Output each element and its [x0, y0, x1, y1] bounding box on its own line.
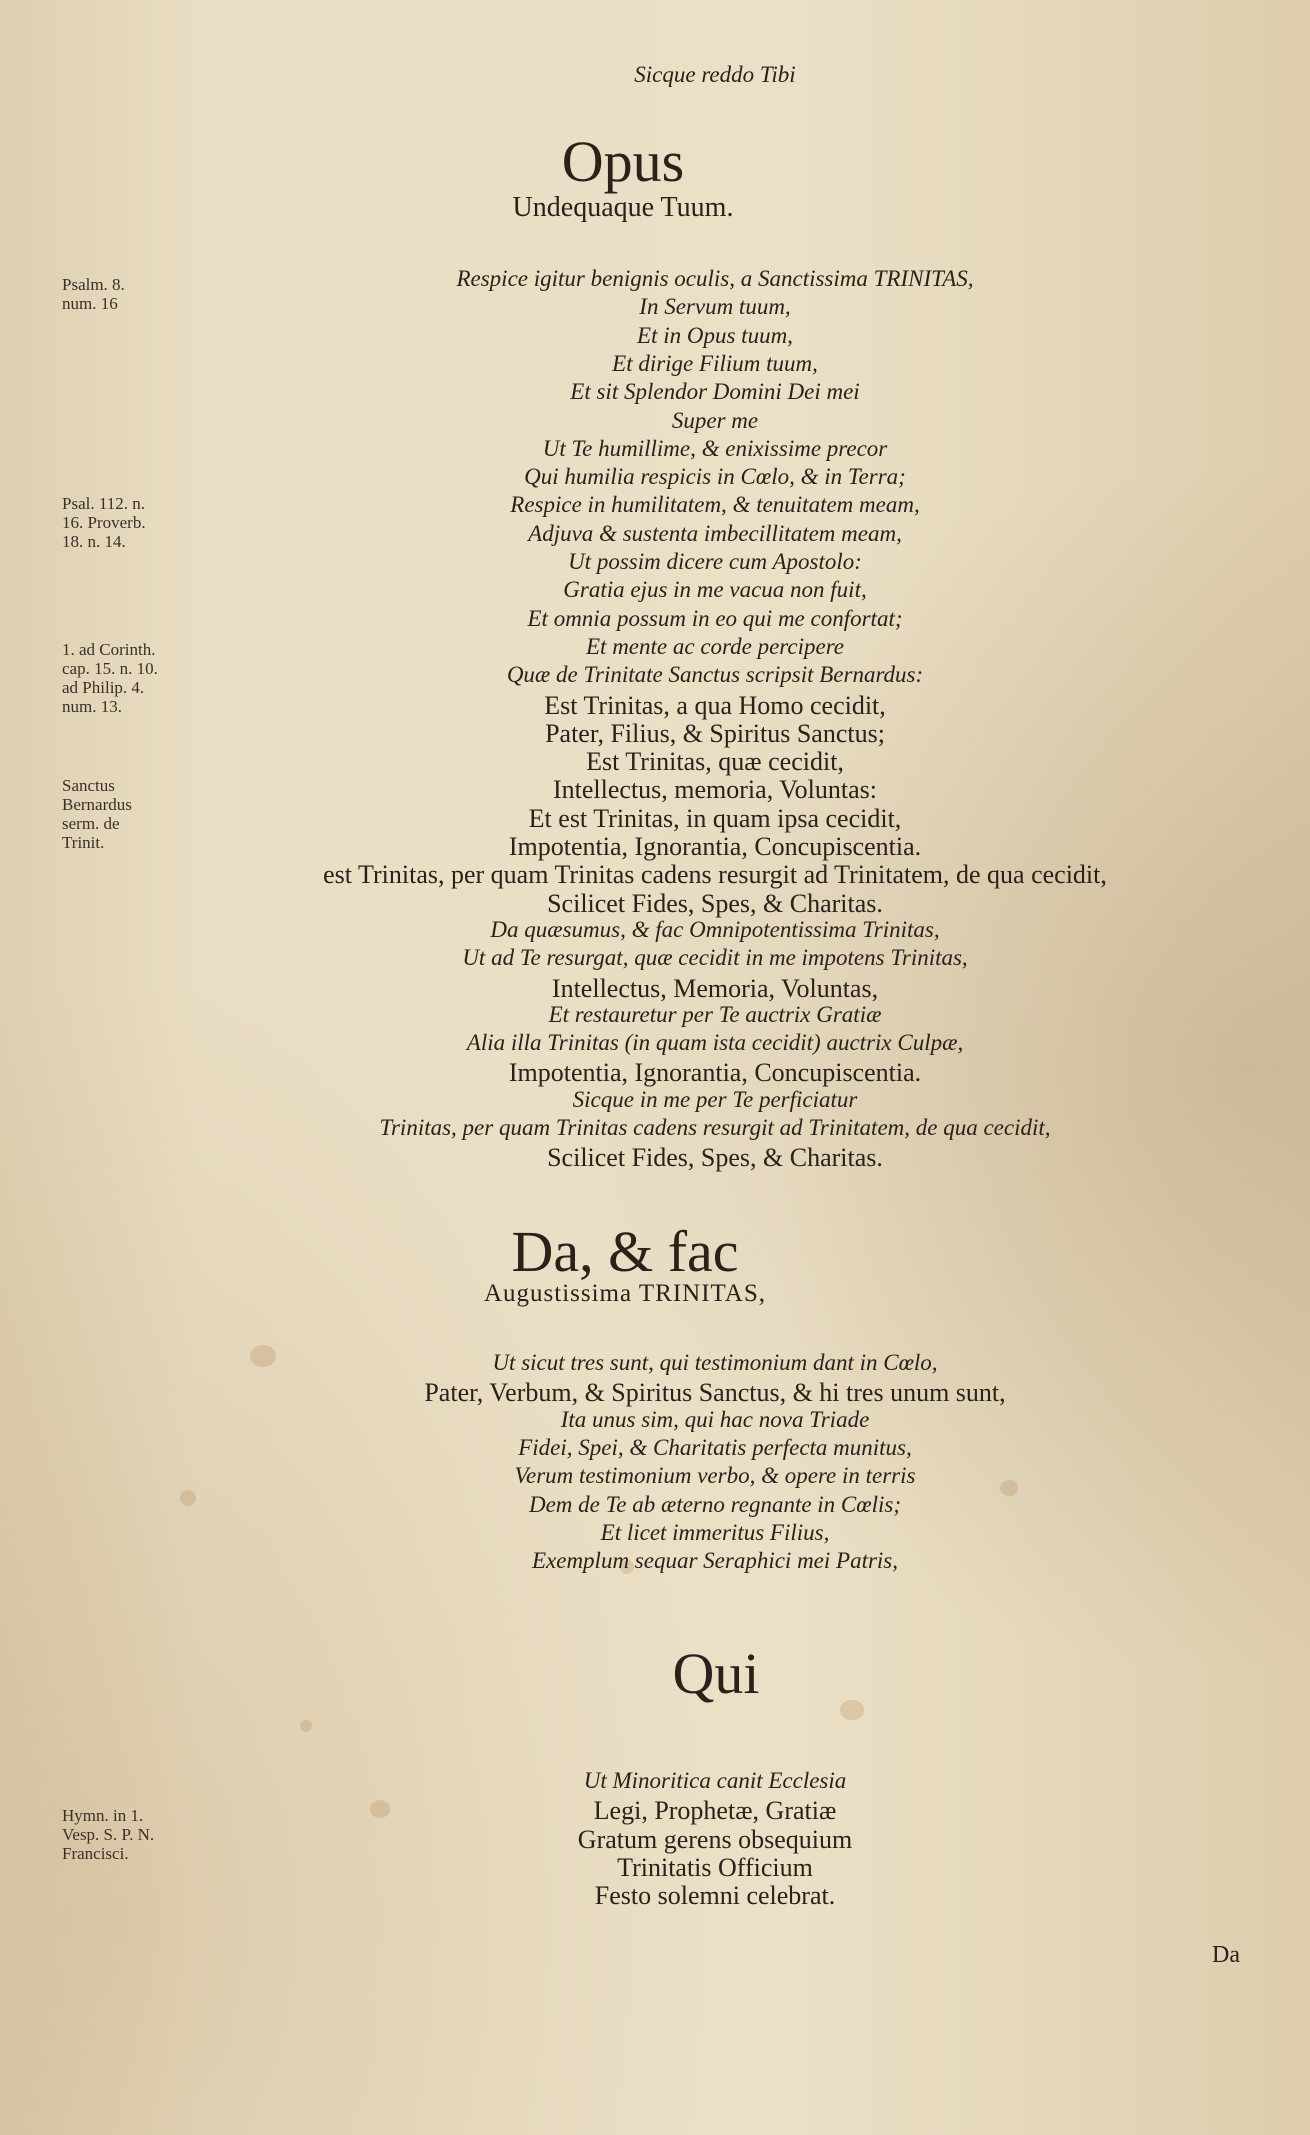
show-through [520, 88, 526, 115]
margin-note: Psalm. 8. num. 16 [62, 275, 125, 313]
verse-line: Alia illa Trinitas (in quam ista cecidit) auctrix Culpæ, [466, 1030, 964, 1056]
verse-line: Super me [671, 407, 759, 433]
verse-line: Et dirige Filium tuum, [612, 350, 818, 376]
verse-line: Adjuva & sustenta imbecillitatem meam, [528, 520, 902, 546]
verse-line: Ut possim dicere cum Apostolo: [568, 549, 862, 574]
verse-line: Trinitatis Officium [617, 1852, 813, 1882]
verse-line: Respice in humilitatem, & tenuitatem meam, [510, 492, 920, 518]
verse-line: Sicque in me per Te perficiatur [572, 1086, 858, 1112]
verse-line: Est Trinitas, quæ cecidit, [586, 747, 844, 777]
verse-line: Ut Te humillime, & enixissime precor [542, 435, 888, 461]
verse-line: Quæ de Trinitate Sanctus scripsit Bernardus: [506, 662, 924, 688]
verse-line: Scilicet Fides, Spes, & Charitas. [547, 888, 883, 918]
verse-line: Et omnia possum in eo qui me confortat; [527, 605, 903, 631]
verse-line: Et in Opus tuum, [637, 322, 793, 348]
verse-line: Intellectus, Memoria, Voluntas, [551, 973, 879, 1003]
margin-note: Psal. 112. n. 16. Proverb. 18. n. 14. [62, 494, 146, 551]
verse-line: Scilicet Fides, Spes, & Charitas. [547, 1143, 883, 1173]
verse-line: Trinitas, per quam Trinitas cadens resurgit ad Trinitatem, de qua cecidit, [379, 1115, 1051, 1140]
verse-line: Fidei, Spei, & Charitatis perfecta munitus, [518, 1434, 912, 1460]
verse-line: est Trinitas, per quam Trinitas cadens resurgit ad Trinitatem, de qua cecidit, [323, 860, 1107, 890]
verse-line: Da quæsumus, & fac Omnipotentissima Trinitas, [490, 916, 940, 942]
verse-line: Et mente ac corde percipere [586, 633, 844, 659]
verse-line: Ut Minoritica canit Ecclesia [583, 1768, 847, 1793]
verse-line: Festo solemni celebrat. [594, 1881, 836, 1911]
foxing-spot [300, 1720, 312, 1732]
catchword: Da [1212, 1942, 1240, 1968]
margin-note: Hymn. in 1. Vesp. S. P. N. Francisci. [62, 1806, 155, 1863]
verse-line: Respice igitur benignis oculis, a Sanctissima TRINITAS, [456, 266, 974, 291]
verse-line: Ita unus sim, qui hac nova Triade [560, 1406, 870, 1432]
section-title: Opus [561, 129, 685, 194]
verse-line: Ut ad Te resurgat, quæ cecidit in me impotens Trinitas, [462, 945, 968, 971]
verse-line: Pater, Filius, & Spiritus Sanctus; [545, 718, 885, 748]
verse-line: Verum testimonium verbo, & opere in terris [514, 1463, 916, 1489]
verse-line: Impotentia, Ignorantia, Concupiscentia. [508, 1058, 922, 1088]
verse-line: Exemplum sequar Seraphici mei Patris, [531, 1548, 899, 1574]
running-head: Sicque reddo Tibi [634, 62, 796, 87]
verse-line: Ut sicut tres sunt, qui testimonium dant in Cœlo, [492, 1350, 938, 1375]
verse-line: Impotentia, Ignorantia, Concupiscentia. [508, 832, 922, 861]
verse-line: Et restauretur per Te auctrix Gratiæ [548, 1001, 882, 1027]
section-title: Da, & fac [511, 1219, 739, 1284]
verse-line: Et est Trinitas, in quam ipsa cecidit, [528, 803, 902, 833]
verse-line: Legi, Prophetæ, Gratiæ [593, 1796, 837, 1826]
verse-line: Qui humilia respicis in Cœlo, & in Terra; [524, 464, 906, 490]
section-subtitle: Augustissima TRINITAS, [483, 1280, 767, 1307]
verse-line: In Servum tuum, [639, 294, 791, 320]
verse-line: Pater, Verbum, & Spiritus Sanctus, & hi tres unum sunt, [424, 1378, 1006, 1408]
verse-line: Intellectus, memoria, Voluntas: [553, 775, 877, 805]
margin-note: Sanctus Bernardus serm. de Trinit. [62, 776, 132, 852]
verse-line: Est Trinitas, a qua Homo cecidit, [544, 690, 886, 720]
verse-line: Et sit Splendor Domini Dei mei [570, 379, 860, 405]
verse-line: Dem de Te ab æterno regnante in Cœlis; [528, 1491, 902, 1517]
section-title: Qui [672, 1641, 760, 1706]
section-subtitle: Undequaque Tuum. [512, 192, 734, 223]
verse-line: Et licet immeritus Filius, [600, 1519, 830, 1545]
margin-note: 1. ad Corinth. cap. 15. n. 10. ad Philip. 4. num. 13. [62, 640, 158, 716]
verse-line: Gratia ejus in me vacua non fuit, [563, 577, 867, 603]
verse-line: Gratum gerens obsequium [577, 1824, 853, 1854]
